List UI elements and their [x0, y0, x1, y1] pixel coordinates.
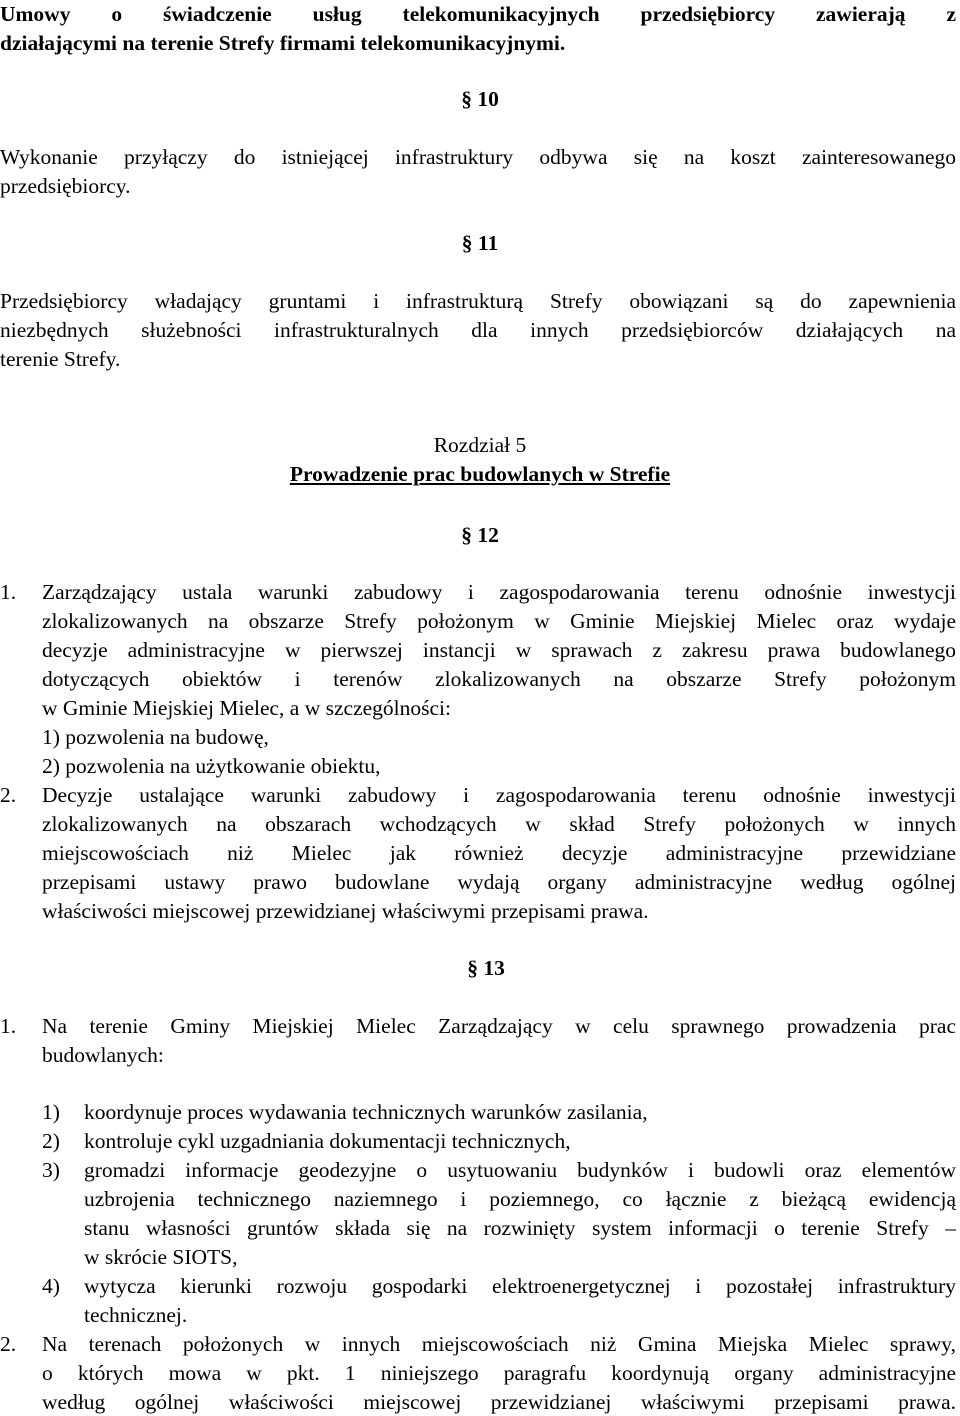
section-11-line-3: terenie Strefy.	[0, 347, 121, 371]
section-12-point-2-line-3: miejscowościach niż Mielec jak również decyzje administracyjne przewidziane	[42, 841, 956, 865]
section-11-line-1: Przedsiębiorcy władający gruntami i infrastrukturą Strefy obowiązani są do zapewnienia	[0, 289, 956, 313]
section-13-item-3-line-2: uzbrojenia technicznego naziemnego i poziemnego, co łącznie z bieżącą ewidencją	[84, 1187, 956, 1211]
intro-line-1: Umowy o świadczenie usług telekomunikacyjnych przedsiębiorcy zawierają z	[0, 2, 956, 26]
section-10-line-1: Wykonanie przyłączy do istniejącej infrastruktury odbywa się na koszt zainteresowanego	[0, 145, 956, 169]
section-12-point-2-line-2: zlokalizowanych na obszarach wchodzących w skład Strefy położonych w innych	[42, 812, 956, 836]
section-13-point-2-number: 2.	[0, 1332, 17, 1356]
section-13-item-1-line-1: koordynuje proces wydawania technicznych warunków zasilania,	[84, 1100, 648, 1124]
section-11-line-2: niezbędnych służebności infrastrukturalnych dla innych przedsiębiorców działających na	[0, 318, 956, 342]
chapter-label: Rozdział 5	[433, 433, 527, 457]
section-13-point-2-line-3: według ogólnej właściwości miejscowej przewidzianej właściwymi przepisami prawa.	[42, 1390, 956, 1414]
section-13-point-2-line-1: Na terenach położonych w innych miejscowościach niż Gmina Miejska Mielec sprawy,	[42, 1332, 956, 1356]
section-13-item-1-number: 1)	[42, 1100, 60, 1124]
section-12-point-2-line-4: przepisami ustawy prawo budowlane wydają organy administracyjne według ogólnej	[42, 870, 956, 894]
section-12-point-2-line-5: właściwości miejscowej przewidzianej właściwymi przepisami prawa.	[42, 899, 649, 923]
section-13-item-4-number: 4)	[42, 1274, 60, 1298]
section-13-point-1-line-1: Na terenie Gminy Miejskiej Mielec Zarządzający w celu sprawnego prowadzenia prac	[42, 1014, 956, 1038]
section-12-point-1-line-1: Zarządzający ustala warunki zabudowy i zagospodarowania terenu odnośnie inwestycji	[42, 580, 956, 604]
section-12-point-1-number: 1.	[0, 580, 17, 604]
intro-line-2: działającymi na terenie Strefy firmami telekomunikacyjnymi.	[0, 31, 566, 55]
section-12-item-2: 2) pozwolenia na użytkowanie obiektu,	[42, 754, 381, 778]
section-13-item-4-line-2: technicznej.	[84, 1303, 188, 1327]
section-13-item-2-line-1: kontroluje cykl uzgadniania dokumentacji technicznych,	[84, 1129, 571, 1153]
section-12-point-1-line-5: w Gminie Miejskiej Mielec, a w szczególności:	[42, 696, 451, 720]
section-12-point-2-line-1: Decyzje ustalające warunki zabudowy i zagospodarowania terenu odnośnie inwestycji	[42, 783, 956, 807]
section-12-point-2-number: 2.	[0, 783, 17, 807]
section-13-item-3-line-4: w skrócie SIOTS,	[84, 1245, 238, 1269]
section-12-heading: § 12	[461, 523, 499, 547]
section-10-heading: § 10	[461, 87, 499, 111]
chapter-title: Prowadzenie prac budowlanych w Strefie	[289, 462, 671, 486]
section-13-item-2-number: 2)	[42, 1129, 60, 1153]
section-12-point-1-line-2: zlokalizowanych na obszarze Strefy położonym w Gminie Miejskiej Mielec oraz wydaje	[42, 609, 956, 633]
section-11-heading: § 11	[461, 231, 499, 255]
section-13-point-1-line-2: budowlanych:	[42, 1043, 164, 1067]
section-10-line-2: przedsiębiorcy.	[0, 174, 131, 198]
section-13-heading: § 13	[467, 956, 505, 980]
section-13-item-3-line-3: stanu własności gruntów składa się na rozwinięty system informacji o terenie Strefy –	[84, 1216, 956, 1240]
section-13-point-2-line-2: o których mowa w pkt. 1 niniejszego paragrafu koordynują organy administracyjne	[42, 1361, 956, 1385]
section-12-item-1: 1) pozwolenia na budowę,	[42, 725, 269, 749]
section-12-point-1-line-3: decyzje administracyjne w pierwszej instancji w sprawach z zakresu prawa budowlanego	[42, 638, 956, 662]
section-13-item-4-line-1: wytycza kierunki rozwoju gospodarki elektroenergetycznej i pozostałej infrastruktury	[84, 1274, 956, 1298]
section-13-point-1-number: 1.	[0, 1014, 17, 1038]
section-13-item-3-line-1: gromadzi informacje geodezyjne o usytuowaniu budynków i budowli oraz elementów	[84, 1158, 956, 1182]
section-13-item-3-number: 3)	[42, 1158, 60, 1182]
section-12-point-1-line-4: dotyczących obiektów i terenów zlokalizowanych na obszarze Strefy położonym	[42, 667, 956, 691]
